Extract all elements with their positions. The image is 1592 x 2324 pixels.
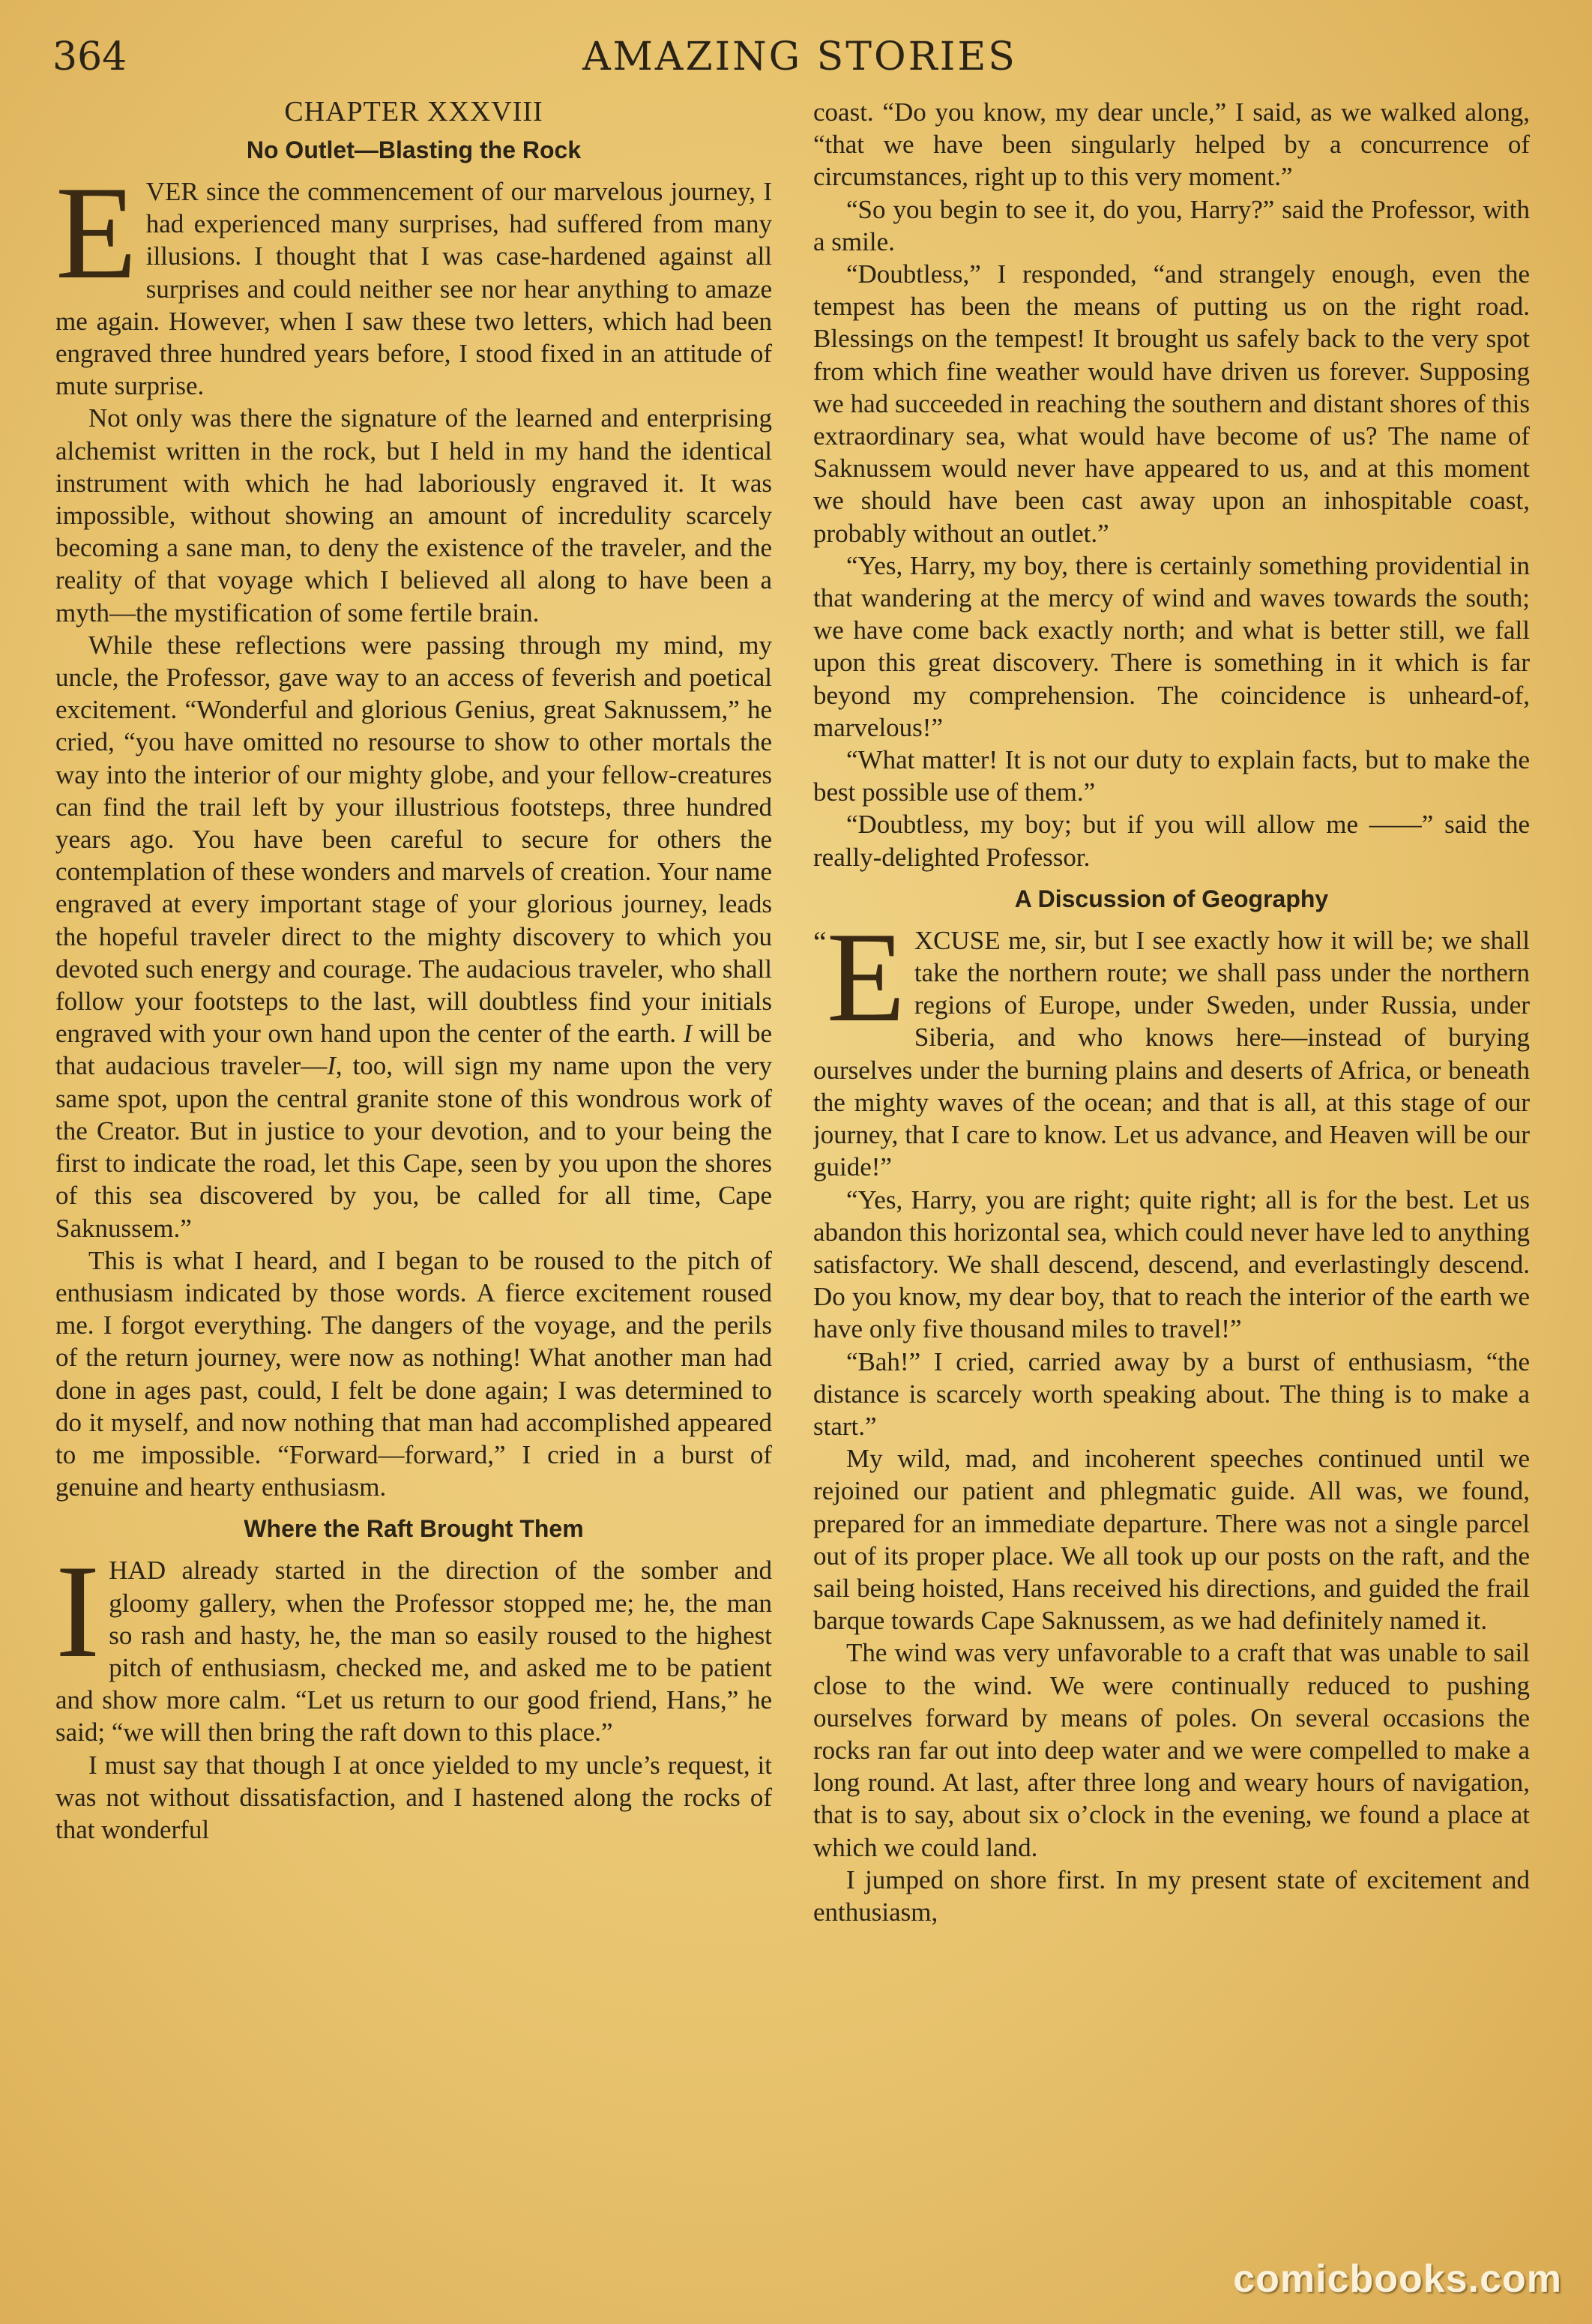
drop-cap: I (55, 1537, 100, 1686)
section-heading-raft: Where the Raft Brought Them (244, 1515, 584, 1543)
paragraph: “Doubtless,” I responded, “and strangely enough, even the tempest has been the means of putting us on the right road. Blessings on the tempest! It brought us safely back to the very spot from which fine weather would have driven us forever. Supposing we had succeeded in reaching the southern and distant shores of this extraordinary sea, what would have become of us? The name of Saknussem would never have appeared to us, and at this moment we should have been cast away upon an inhospitable coast, probably without an outlet.” (813, 259, 1530, 548)
paragraph: “What matter! It is not our duty to explain facts, but to make the best possible use of them.” (813, 745, 1530, 807)
paragraph (55, 158, 772, 402)
paragraph-text: will be that audacious traveler— (55, 1019, 772, 1081)
paragraph: I jumped on shore first. In my present state of excitement and enthusiasm, (813, 1864, 1530, 1927)
opening-quote: “ (813, 924, 827, 959)
paragraph: “Yes, Harry, you are right; quite right; all is for the best. Let us abandon this horizontal sea, which could never have led to anything satisfactory. We shall descend, descend, and everlastingly descend. Do you know, my dear boy, that to reach the interior of the earth we have only five thousand miles to travel!” (813, 1184, 1530, 1344)
paragraph: My wild, mad, and incoherent speeches continued until we rejoined our patient and phlegmatic guide. All was, we found, prepared for an immediate departure. There was not a single parcel out of its proper place. We all took up our posts on the raft, and the sail being hoisted, Hans received his directions, and guided the frail barque towards Cape Saknussem, as we had definitely named it. (813, 1444, 1530, 1636)
italic-word: I (327, 1051, 336, 1081)
watermark: comicbooks.com (1233, 2257, 1562, 2301)
paragraph: The wind was very unfavorable to a craft that was unable to sail close to the wind. We were continually reduced to pushing ourselves forward by means of poles. On several occasions the rocks ran far out into deep water and we were compelled to make a long round. At last, after three long and weary hours of navigation, that is to say, about six o’clock in the evening, we found a place at which we could land. (813, 1638, 1530, 1862)
paragraph-text: HAD already started in the direction of the somber and gloomy gallery, when the Professor stopped me; he, the man so rash and hasty, he, the man so easily roused to the highest pitch of enthusiasm, checked me, and asked me to be patient and show more calm. “Let us return to our good friend, Hans,” he said; “we will then bring the raft down to this place.” (55, 1556, 772, 1747)
paragraph (813, 906, 1530, 1184)
section-heading-geography: A Discussion of Geography (1014, 885, 1329, 912)
paragraph-text: , too, will sign my name upon the very same spot, upon the central granite stone of this wondrous work of the Creator. But in justice to your devotion, and to your being the first to indicate the road, let this Cape, seen by you upon the shores of this sea discovered by you, be called for all time, Cape Saknussem.” (55, 1051, 772, 1243)
paragraph: “Bah!” I cried, carried away by a burst of enthusiasm, “the distance is scarcely worth speaking about. The thing is to make a start.” (813, 1346, 1530, 1441)
page-number: 364 (52, 34, 127, 79)
italic-word: I (683, 1019, 693, 1049)
paragraph: coast. “Do you know, my dear uncle,” I said, as we walked along, “that we have been singularly helped by a concurrence of circumstances, right up to this very moment.” (813, 97, 1530, 192)
paragraph-text: XCUSE me, sir, but I see exactly how it will be; we shall take the northern route; we shall pass under the northern regions of Europe, under Sweden, under Russia, under Siberia, and who knows here—instead of burying ourselves under the burning plains and deserts of Africa, or beneath the mighty waves of the ocean; and that is all, at this stage of our journey, that I care to know. Let us advance, and Heaven will be our guide!” (813, 925, 1530, 1182)
right-column (813, 96, 1530, 2285)
drop-cap: E (826, 906, 905, 1049)
chapter-title: CHAPTER XXXVIII (284, 96, 543, 127)
paragraph: “Yes, Harry, my boy, there is certainly something providential in that wandering at the mercy of wind and waves towards the south; we have come back exactly north; and what is better still, we fall upon this great discovery. There is something in it which is far beyond my comprehension. The coincidence is unheard-of, marvelous!” (813, 550, 1530, 742)
paragraph: “So you begin to see it, do you, Harry?” said the Professor, with a smile. (813, 194, 1530, 256)
running-head: AMAZING STORIES (582, 34, 1017, 79)
paragraph: This is what I heard, and I began to be roused to the pitch of enthusiasm indicated by those words. A fierce excitement roused me. I forgot everything. The dangers of the voyage, and the perils of the return journey, were now as nothing! What another man had done in ages past, could, I felt be done again; I was determined to do it myself, and now nothing that man had accomplished appeared to me impossible. “Forward—forward,” I cried in a burst of genuine and hearty enthusiasm. (55, 1245, 772, 1502)
paragraph-text: While these reflections were passing through my mind, my uncle, the Professor, gave way to an access of feverish and poetical excitement. “Wonderful and glorious Genius, great Saknussem,” he cried, “you have omitted no resourse to show to other mortals the way into the interior of our mighty globe, and your fellow-creatures can find the trail left by your illustrious footsteps, three hundred years ago. You have been careful to secure for others the contemplation of these wonders and marvels of creation. Your name engraved at every important stage of your glorious journey, leads the hopeful traveler direct to the mighty discovery to which you devoted such energy and courage. The audacious traveler, who shall follow your footsteps to the last, will doubtless find your initials engraved with your own hand upon the center of the earth. (55, 630, 772, 1049)
drop-cap: E (55, 158, 137, 307)
paragraph: “Doubtless, my boy; but if you will allow me ——” said the really-delighted Professor. (813, 810, 1530, 872)
page-header (52, 28, 1547, 88)
paragraph-text: VER since the commencement of our marvelous journey, I had experienced many surprises, had suffered from many illusions. I thought that I was case-hardened against all surprises and could neither see nor hear anything to amaze me again. However, when I saw these two letters, which had been engraved three hundred years before, I stood fixed in an attitude of mute surprise. (55, 177, 772, 401)
paragraph: I must say that though I at once yielded to my uncle’s request, it was not without dissatisfaction, and I hastened along the rocks of that wonderful (55, 1750, 772, 1844)
left-column (55, 94, 772, 2284)
paragraph: Not only was there the signature of the learned and enterprising alchemist written in the rock, but I held in my hand the identical instrument with which he had laboriously engraved it. It was impossible, without showing an amount of incredulity scarcely becoming a sane man, to deny the existence of the traveler, and the reality of that voyage which I believed all along to have been a myth—the mystification of some fertile brain. (55, 403, 772, 627)
paragraph (55, 629, 772, 1244)
section-heading-no-outlet: No Outlet—Blasting the Rock (246, 136, 582, 163)
paragraph (55, 1537, 772, 1748)
